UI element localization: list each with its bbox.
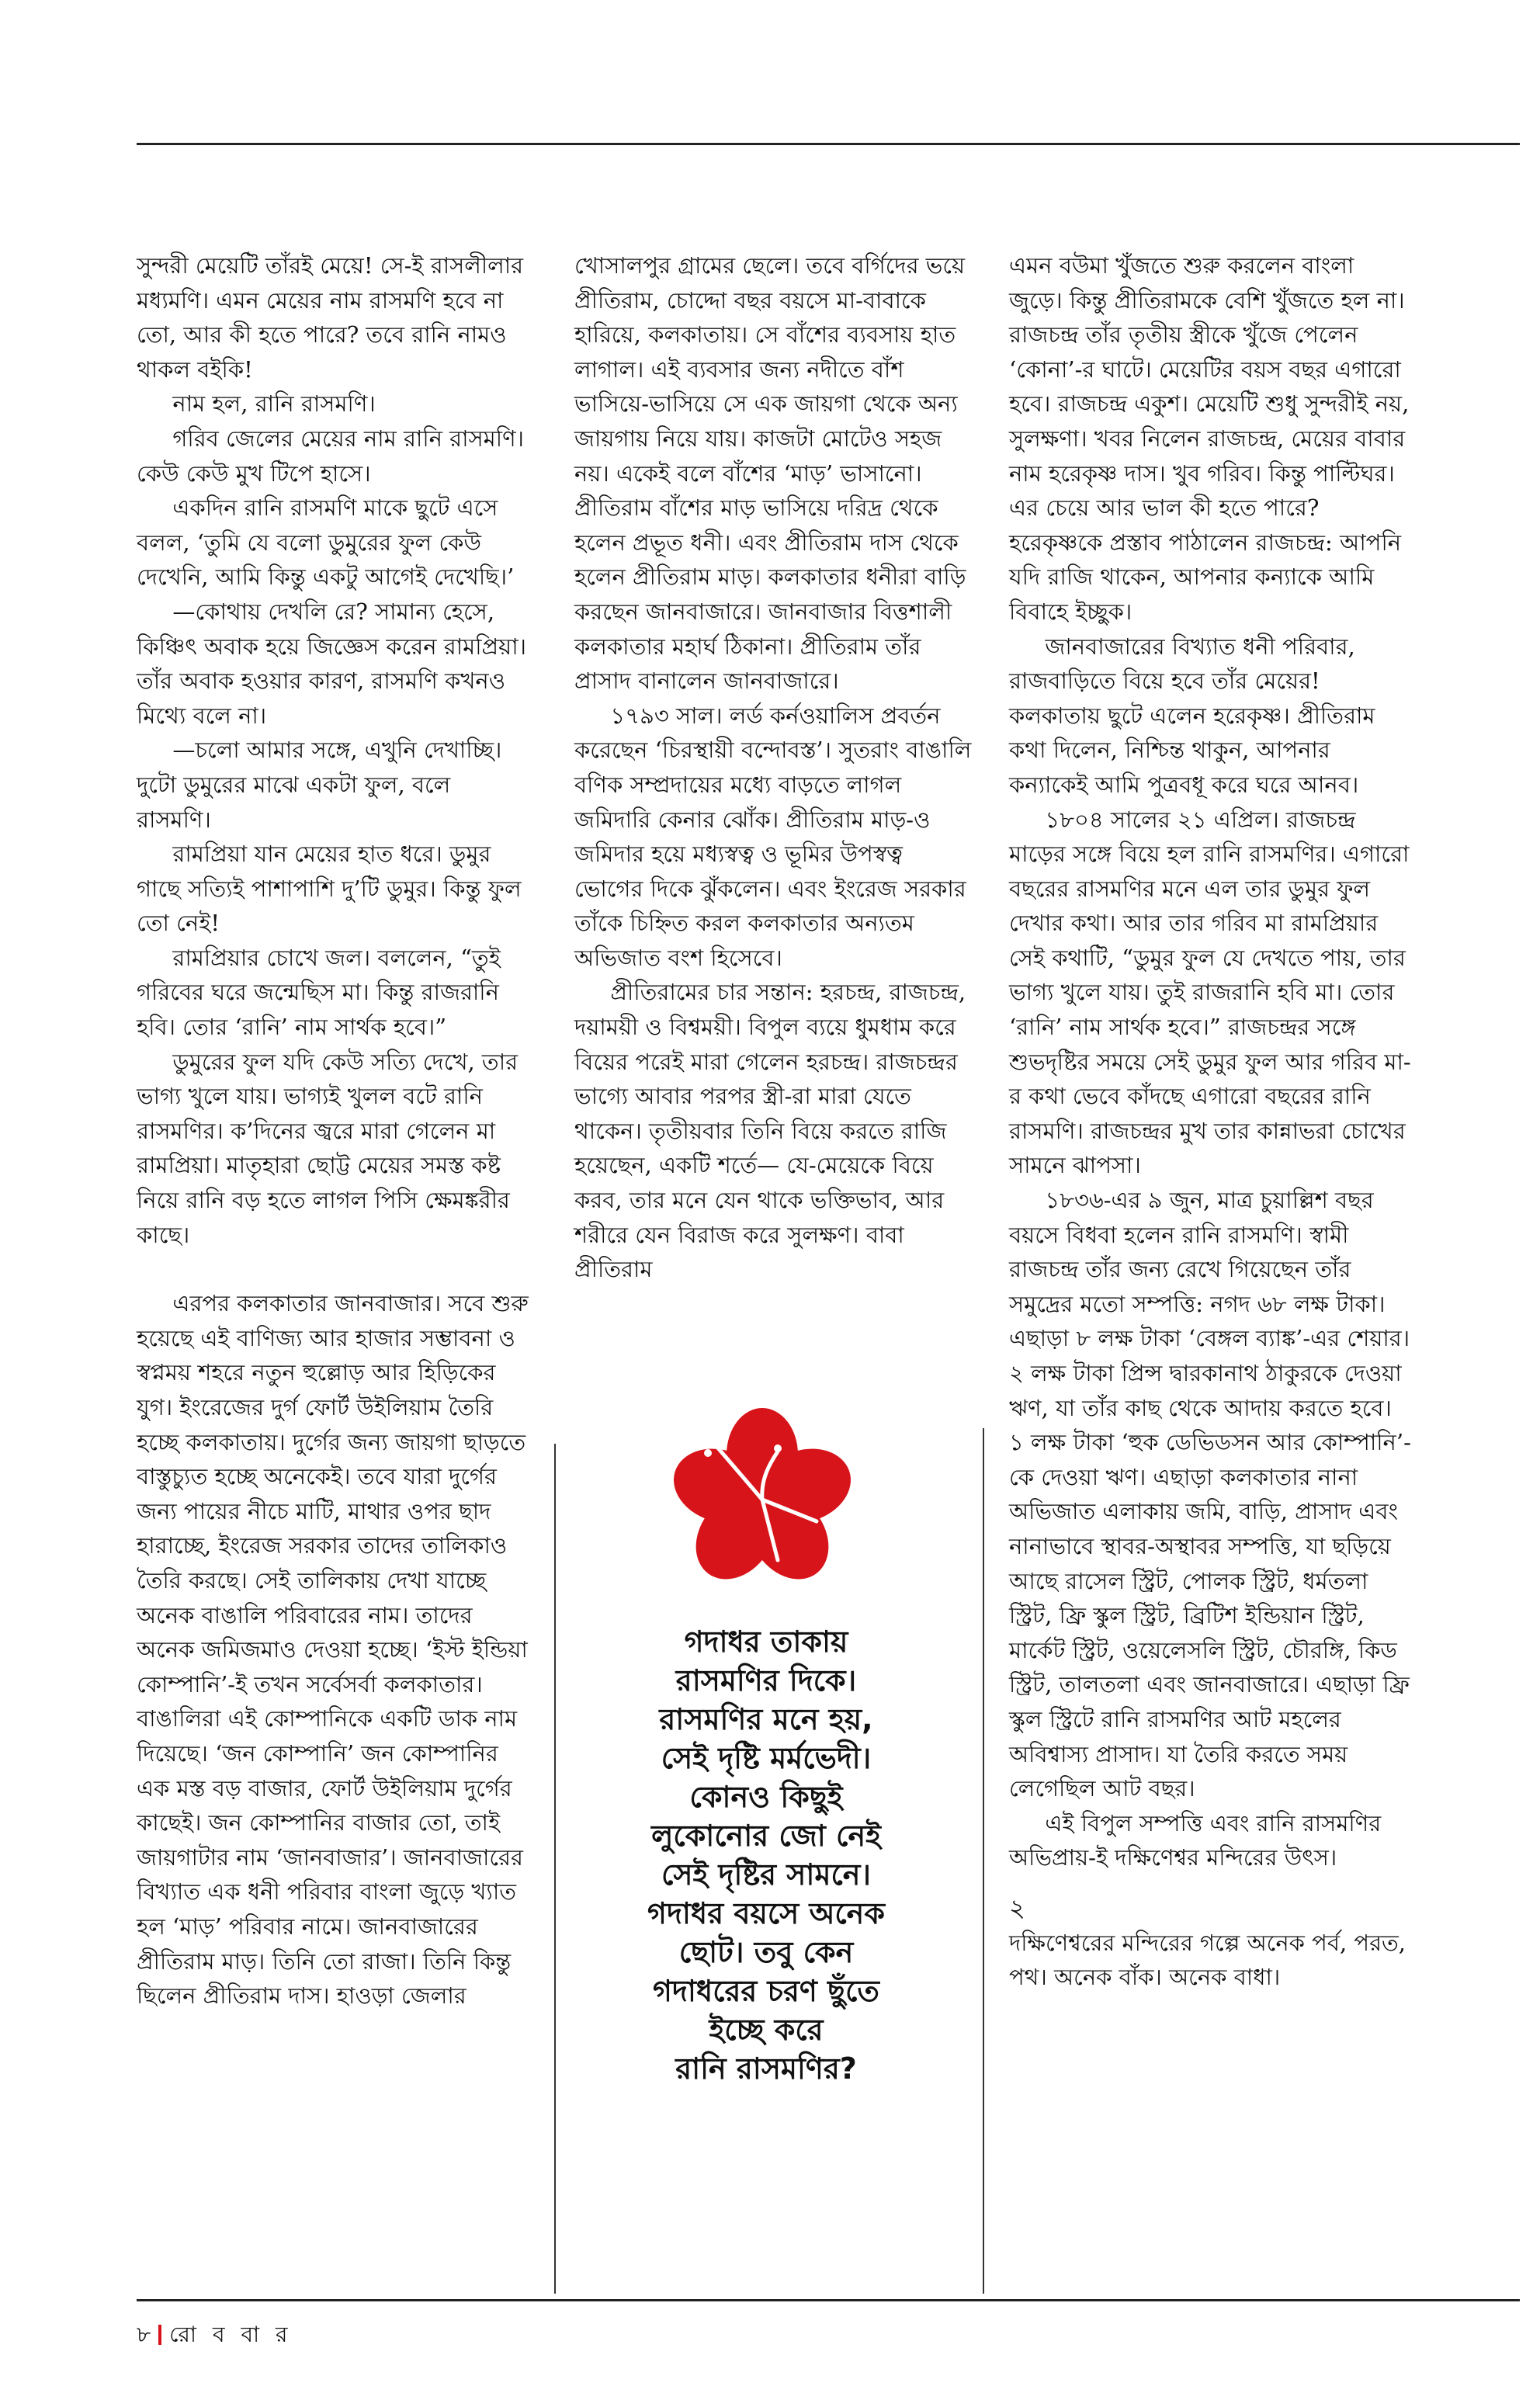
paragraph: ১৮৩৬-এর ৯ জুন, মাত্র চুয়াল্লিশ বছর বয়সে বিধবা হলেন রানি রাসমণি। স্বামী রাজচন্দ্র তাঁর জন্য রেখে গিয়েছেন তাঁর সমুদ্রের মতো সম্পত্তি: নগদ ৬৮ লক্ষ টাকা। এছাড়া ৮ লক্ষ টাকা ‘বেঙ্গল ব্যাঙ্ক’-এর শেয়ার। ২ লক্ষ টাকা প্রিন্স দ্বারকানাথ ঠাকুরকে দেওয়া ঋণ, যা তাঁর কাছ থেকে আদায় করতে হবে। ১ লক্ষ টাকা ‘হুক ডেভিডসন আর কোম্পানি’-কে দেওয়া ঋণ। এছাড়া কলকাতার নানা অভিজাত এলাকায় জমি, বাড়ি, প্রাসাদ এবং নানাভাবে স্থাবর-অস্থাবর সম্পত্তি, যা ছড়িয়ে আছে রাসেল স্ট্রিট, পোলক স্ট্রিট, ধর্মতলা স্ট্রিট, ফ্রি স্কুল স্ট্রিট, ব্রিটিশ ইন্ডিয়ান স্ট্রিট, মার্কেট স্ট্রিট, ওয়েলেসলি স্ট্রিট, চৌরঙ্গি, কিড স্ট্রিট, তালতলা এবং জানবাজারে। এছাড়া ফ্রি স্কুল স্ট্রিটে রানি রাসমণির আট মহলের অবিশ্বাস্য প্রাসাদ। যা তৈরি করতে সময় লেগেছিল আট বছর। bbox=[1009, 1187, 1411, 1802]
paragraph: —চলো আমার সঙ্গে, এখুনি দেখাচ্ছি। দুটো ডুমুরের মাঝে একটা ফুল, বলে রাসমণি। bbox=[137, 737, 502, 833]
magazine-name: রো ব বা র bbox=[169, 2322, 293, 2347]
page-number: ৮ bbox=[137, 2322, 151, 2347]
pull-quote-line: সেই দৃষ্টির সামনে। bbox=[661, 1857, 872, 1892]
pull-quote bbox=[576, 1622, 956, 2088]
paragraph: রামপ্রিয়া যান মেয়ের হাত ধরে। ডুমুর গাছে সত্যিই পাশাপাশি দু’টি ডুমুর। কিন্তু ফুল তো নেই! bbox=[137, 841, 522, 937]
pull-quote-line: সেই দৃষ্টি মর্মভেদী। bbox=[661, 1741, 872, 1775]
paragraph: একদিন রানি রাসমণি মাকে ছুটে এসে বলল, ‘তুমি যে বলো ডুমুরের ফুল কেউ দেখেনি, আমি কিন্তু একটু আগেই দেখেছি।’ bbox=[137, 494, 515, 591]
paragraph: এরপর কলকাতার জানবাজার। সবে শুরু হয়েছে এই বাণিজ্য আর হাজার সম্ভাবনা ও স্বপ্নময় শহরে নতুন হুল্লোড় আর হিড়িকের যুগ। ইংরেজের দুর্গ ফোর্ট উইলিয়াম তৈরি হচ্ছে কলকাতায়। দুর্গের জন্য জায়গা ছাড়তে বাস্তুচ্যুত হচ্ছে অনেকেই। তবে যারা দুর্গের জন্য পায়ের নীচে মাটি, মাথার ওপর ছাদ হারাচ্ছে, ইংরেজ সরকার তাদের তালিকাও তৈরি করছে। সেই তালিকায় দেখা যাচ্ছে অনেক বাঙালি পরিবারের নাম। তাদের অনেক জমিজমাও দেওয়া হচ্ছে। ‘ইস্ট ইন্ডিয়া কোম্পানি’-ই তখন সর্বেসর্বা কলকাতার। বাঙালিরা এই কোম্পানিকে একটি ডাক নাম দিয়েছে। ‘জন কোম্পানি’ জন কোম্পানির এক মস্ত বড় বাজার, ফোর্ট উইলিয়াম দুর্গের কাছেই। জন কোম্পানির বাজার তো, তাই জায়গাটার নাম ‘জানবাজার’। জানবাজারের বিখ্যাত এক ধনী পরিবার বাংলা জুড়ে খ্যাত হল ‘মাড়’ পরিবার নামে। জানবাজারের প্রীতিরাম মাড়। তিনি তো রাজা। তিনি কিন্তু ছিলেন প্রীতিরাম দাস। হাওড়া জেলার bbox=[137, 1290, 529, 2010]
pull-quote-line: গদাধরের চরণ ছুঁতে bbox=[653, 1974, 879, 2008]
paragraph: সুন্দরী মেয়েটি তাঁরই মেয়ে! সে-ই রাসলীলার মধ্যমণি। এমন মেয়ের নাম রাসমণি হবে না তো, আর কী হতে পারে? তবে রানি নামও থাকল বইকি! bbox=[137, 252, 524, 383]
paragraph: নাম হল, রানি রাসমণি। bbox=[172, 390, 376, 418]
footer-separator bbox=[158, 2325, 161, 2345]
pull-quote-line: গদাধর তাকায় bbox=[684, 1625, 848, 1659]
top-rule bbox=[137, 143, 1520, 145]
paragraph: রামপ্রিয়ার চোখে জল। বললেন, “তুই গরিবের ঘরে জন্মেছিস মা। কিন্তু রাজরানি হবি। তোর ‘রানি’ নাম সার্থক হবে।” bbox=[137, 944, 501, 1041]
section-gap bbox=[137, 1252, 531, 1286]
bottom-rule bbox=[137, 2299, 1520, 2301]
article-column-2 bbox=[574, 248, 972, 1287]
hibiscus-icon bbox=[661, 1405, 863, 1591]
paragraph: এই বিপুল সম্পত্তি এবং রানি রাসমণির অভিপ্রায়-ই দক্ষিণেশ্বর মন্দিরের উৎস। bbox=[1009, 1809, 1382, 1871]
article-column-1 bbox=[137, 248, 531, 2013]
paragraph: গরিব জেলের মেয়ের নাম রানি রাসমণি। কেউ কেউ মুখ টিপে হাসে। bbox=[137, 425, 524, 487]
paragraph: দক্ষিণেশ্বরের মন্দিরের গল্পে অনেক পর্ব, পরত, পথ। অনেক বাঁক। অনেক বাধা। bbox=[1009, 1929, 1406, 1991]
pull-quote-line: রাসমণির দিকে। bbox=[675, 1663, 857, 1698]
pull-quote-line: রানি রাসমণির? bbox=[675, 2051, 857, 2086]
paragraph: প্রীতিরামের চার সন্তান: হরচন্দ্র, রাজচন্দ্র, দয়াময়ী ও বিশ্বময়ী। বিপুল ব্যয়ে ধুমধাম করে বিয়ের পরেই মারা গেলেন হরচন্দ্র। রাজচন্দ্রর ভাগ্যে আবার পরপর স্ত্রী-রা মারা যেতে থাকেন। তৃতীয়বার তিনি বিয়ে করতে রাজি হয়েছেন, একটি শর্তে— যে-মেয়েকে বিয়ে করব, তার মনে যেন থাকে ভক্তিভাব, আর শরীরে যেন বিরাজ করে সুলক্ষণ। বাবা প্রীতিরাম bbox=[574, 979, 966, 1283]
paragraph: এমন বউমা খুঁজতে শুরু করলেন বাংলা জুড়ে। কিন্তু প্রীতিরামকে বেশি খুঁজতে হল না। রাজচন্দ্র তাঁর তৃতীয় স্ত্রীকে খুঁজে পেলেন ‘কোনা’-র ঘাটে। মেয়েটির বয়স বছর এগারো হবে। রাজচন্দ্র একুশ। মেয়েটি শুধু সুন্দরীই নয়, সুলক্ষণা। খবর নিলেন রাজচন্দ্র, মেয়ের বাবার নাম হরেকৃষ্ণ দাস। খুব গরিব। কিন্তু পাল্টিঘর। এর চেয়ে আর ভাল কী হতে পারে? হরেকৃষ্ণকে প্রস্তাব পাঠালেন রাজচন্দ্র: আপনি যদি রাজি থাকেন, আপনার কন্যাকে আমি বিবাহে ইচ্ছুক। bbox=[1009, 252, 1410, 625]
article-column-3 bbox=[1009, 248, 1413, 1995]
column-divider-right bbox=[983, 1428, 984, 2294]
pull-quote-line: ছোট। তবু কেন bbox=[678, 1935, 854, 1969]
column-divider-left bbox=[554, 1444, 556, 2294]
pull-quote-line: ইচ্ছে করে bbox=[709, 2013, 824, 2047]
section-gap bbox=[1009, 1875, 1413, 1891]
paragraph: জানবাজারের বিখ্যাত ধনী পরিবার, রাজবাড়িতে বিয়ে হবে তাঁর মেয়ের! কলকাতায় ছুটে এলেন হরেকৃষ্ণ। প্রীতিরাম কথা দিলেন, নিশ্চিন্ত থাকুন, আপনার কন্যাকেই আমি পুত্রবধূ করে ঘরে আনব। bbox=[1009, 633, 1375, 798]
page-footer bbox=[137, 2321, 292, 2349]
section-number: ২ bbox=[1009, 1892, 1025, 1923]
pull-quote-line: কোনও কিছুই bbox=[689, 1780, 843, 1814]
paragraph: ডুমুরের ফুল যদি কেউ সত্যি দেখে, তার ভাগ্য খুলে যায়। ভাগ্যই খুলল বটে রানি রাসমণির। ক’দিনের জ্বরে মারা গেলেন মা রামপ্রিয়া। মাতৃহারা ছোট্ট মেয়ের সমস্ত কষ্ট নিয়ে রানি বড় হতে লাগল পিসি ক্ষেমঙ্করীর কাছে। bbox=[137, 1048, 519, 1248]
pull-quote-line: লুকোনোর জো নেই bbox=[651, 1819, 881, 1853]
paragraph: খোসালপুর গ্রামের ছেলে। তবে বর্গিদের ভয়ে প্রীতিরাম, চোদ্দো বছর বয়সে মা-বাবাকে হারিয়ে, কলকাতায়। সে বাঁশের ব্যবসায় হাত লাগাল। এই ব্যবসার জন্য নদীতে বাঁশ ভাসিয়ে-ভাসিয়ে সে এক জায়গা থেকে অন্য জায়গায় নিয়ে যায়। কাজটা মোটেও সহজ নয়। একেই বলে বাঁশের ‘মাড়’ ভাসানো। প্রীতিরাম বাঁশের মাড় ভাসিয়ে দরিদ্র থেকে হলেন প্রভূত ধনী। এবং প্রীতিরাম দাস থেকে হলেন প্রীতিরাম মাড়। কলকাতার ধনীরা বাড়ি করছেন জানবাজারে। জানবাজার বিত্তশালী কলকাতার মহার্ঘ ঠিকানা। প্রীতিরাম তাঁর প্রাসাদ বানালেন জানবাজারে। bbox=[574, 252, 966, 695]
paragraph: —কোথায় দেখলি রে? সামান্য হেসে, কিঞ্চিৎ অবাক হয়ে জিজ্ঞেস করেন রামপ্রিয়া। তাঁর অবাক হওয়ার কারণ, রাসমণি কখনও মিথ্যে বলে না। bbox=[137, 598, 527, 729]
paragraph: ১৮০৪ সালের ২১ এপ্রিল। রাজচন্দ্র মাড়ের সঙ্গে বিয়ে হল রানি রাসমণির। এগারো বছরের রাসমণির মনে এল তার ডুমুর ফুল দেখার কথা। আর তার গরিব মা রামপ্রিয়ার সেই কথাটি, “ডুমুর ফুল যে দেখতে পায়, তার ভাগ্য খুলে যায়। তুই রাজরানি হবি মা। তোর ‘রানি’ নাম সার্থক হবে।” রাজচন্দ্রর সঙ্গে শুভদৃষ্টির সময়ে সেই ডুমুর ফুল আর গরিব মা-র কথা ভেবে কাঁদছে এগারো বছরের রানি রাসমণি। রাজচন্দ্রর মুখ তার কান্নাভরা চোখের সামনে ঝাপসা। bbox=[1009, 806, 1411, 1179]
paragraph: ১৭৯৩ সাল। লর্ড কর্নওয়ালিস প্রবর্তন করেছেন ‘চিরস্থায়ী বন্দোবস্ত’। সুতরাং বাঙালি বণিক সম্প্রদায়ের মধ্যে বাড়তে লাগল জমিদারি কেনার ঝোঁক। প্রীতিরাম মাড়-ও জমিদার হয়ে মধ্যস্বত্ব ও ভূমির উপস্বত্ব ভোগের দিকে ঝুঁকলেন। এবং ইংরেজ সরকার তাঁকে চিহ্নিত করল কলকাতার অন্যতম অভিজাত বংশ হিসেবে। bbox=[574, 702, 972, 971]
pull-quote-line: রাসমণির মনে হয়, bbox=[659, 1702, 873, 1736]
pull-quote-line: গদাধর বয়সে অনেক bbox=[647, 1896, 885, 1930]
